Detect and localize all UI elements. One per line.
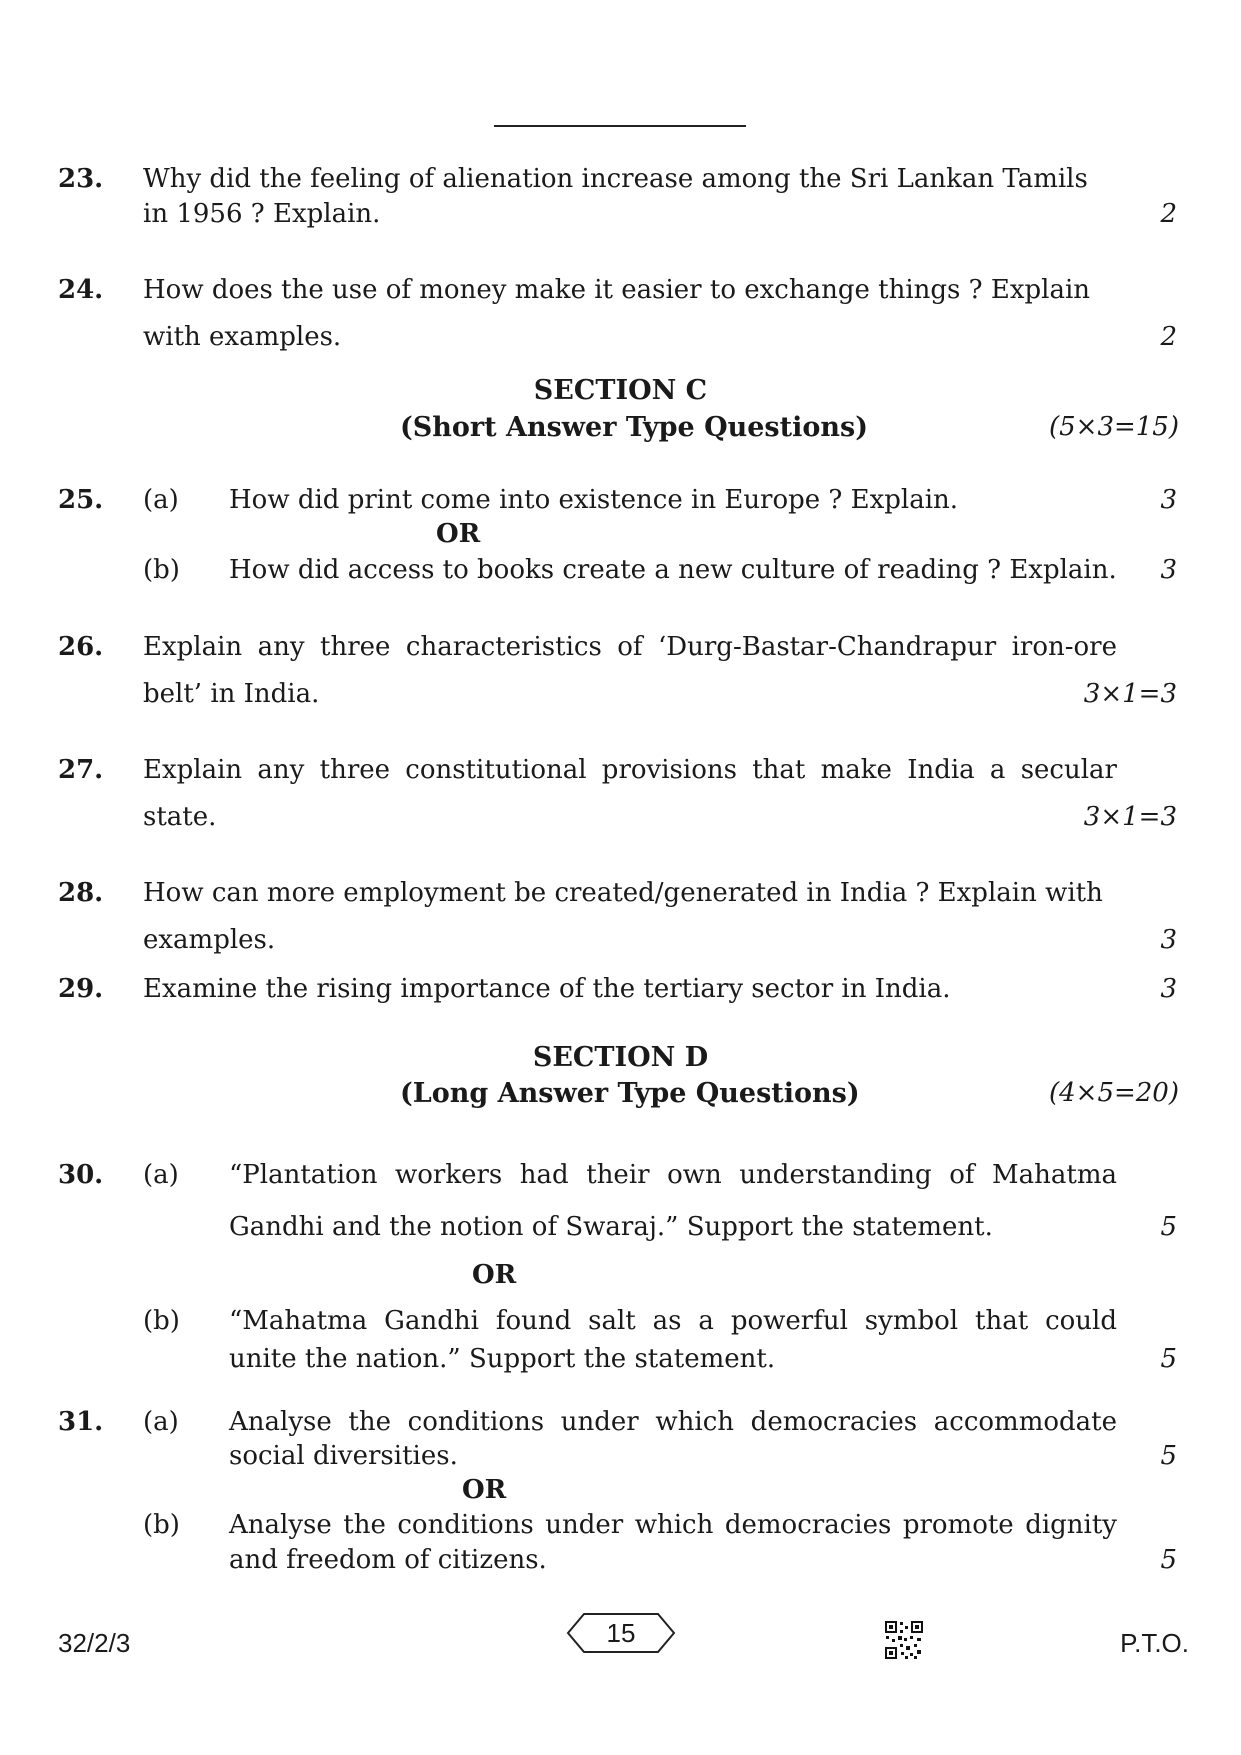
marks: 3×1=3 bbox=[1083, 802, 1177, 832]
question-text: examples. bbox=[143, 925, 276, 955]
question-number: 23. bbox=[58, 164, 104, 194]
question-number: 24. bbox=[58, 275, 104, 305]
option-label: (a) bbox=[143, 1160, 179, 1190]
option-label: (b) bbox=[143, 1510, 180, 1540]
top-rule bbox=[494, 125, 746, 127]
marks: 5 bbox=[1160, 1212, 1177, 1242]
option-label: (b) bbox=[143, 555, 180, 585]
section-c-marks: (5×3=15) bbox=[1048, 412, 1179, 442]
question-text: Analyse the conditions under which democracies promote dignity bbox=[229, 1510, 1117, 1540]
marks: 3 bbox=[1160, 974, 1177, 1004]
marks: 5 bbox=[1160, 1545, 1177, 1575]
section-c-title: SECTION C bbox=[533, 375, 708, 406]
marks: 3 bbox=[1160, 485, 1177, 515]
paper-code: 32/2/3 bbox=[58, 1628, 131, 1658]
option-label: (a) bbox=[143, 1407, 179, 1437]
question-text: How can more employment be created/generated in India ? Explain with bbox=[143, 878, 1103, 908]
section-d-subtitle: (Long Answer Type Questions) bbox=[400, 1078, 860, 1109]
question-text: Explain any three constitutional provisions that make India a secular bbox=[143, 755, 1117, 785]
question-text: Gandhi and the notion of Swaraj.” Support the statement. bbox=[229, 1212, 993, 1242]
question-text: How did access to books create a new culture of reading ? Explain. bbox=[229, 555, 1117, 585]
question-text: Explain any three characteristics of ‘Durg-Bastar-Chandrapur iron-ore bbox=[143, 632, 1117, 662]
page-number-badge bbox=[566, 1612, 676, 1654]
marks: 5 bbox=[1160, 1344, 1177, 1374]
section-c-subtitle: (Short Answer Type Questions) bbox=[400, 412, 868, 443]
question-text: Analyse the conditions under which democracies accommodate bbox=[229, 1407, 1117, 1437]
question-number: 27. bbox=[58, 755, 104, 785]
option-label: (b) bbox=[143, 1306, 180, 1336]
question-number: 31. bbox=[58, 1407, 104, 1437]
or-separator: OR bbox=[462, 1475, 507, 1505]
question-text: state. bbox=[143, 802, 217, 832]
or-separator: OR bbox=[436, 519, 481, 549]
question-text: social diversities. bbox=[229, 1441, 458, 1471]
question-number: 26. bbox=[58, 632, 104, 662]
question-text: and freedom of citizens. bbox=[229, 1545, 547, 1575]
marks: 3 bbox=[1160, 925, 1177, 955]
marks: 2 bbox=[1160, 322, 1177, 352]
question-text: unite the nation.” Support the statement. bbox=[229, 1344, 776, 1374]
question-text: with examples. bbox=[143, 322, 342, 352]
question-text: belt’ in India. bbox=[143, 679, 320, 709]
question-text: Why did the feeling of alienation increase among the Sri Lankan Tamils bbox=[143, 164, 1088, 194]
question-number: 30. bbox=[58, 1160, 104, 1190]
section-d-title: SECTION D bbox=[532, 1042, 709, 1073]
section-d-marks: (4×5=20) bbox=[1048, 1078, 1179, 1108]
question-number: 28. bbox=[58, 878, 104, 908]
question-number: 25. bbox=[58, 485, 104, 515]
question-text: How does the use of money make it easier to exchange things ? Explain bbox=[143, 275, 1091, 305]
question-number: 29. bbox=[58, 974, 104, 1004]
marks: 2 bbox=[1160, 199, 1177, 229]
or-separator: OR bbox=[472, 1260, 517, 1290]
question-text: How did print come into existence in Europe ? Explain. bbox=[229, 485, 959, 515]
qr-code-icon bbox=[884, 1620, 924, 1660]
option-label: (a) bbox=[143, 485, 179, 515]
pto-label: P.T.O. bbox=[1120, 1628, 1189, 1658]
question-text: “Plantation workers had their own understanding of Mahatma bbox=[229, 1160, 1117, 1190]
page-number: 15 bbox=[606, 1618, 636, 1648]
question-text: “Mahatma Gandhi found salt as a powerful symbol that could bbox=[229, 1306, 1117, 1336]
marks: 3 bbox=[1160, 555, 1177, 585]
question-text: in 1956 ? Explain. bbox=[143, 199, 381, 229]
question-text: Examine the rising importance of the tertiary sector in India. bbox=[143, 974, 951, 1004]
marks: 5 bbox=[1160, 1441, 1177, 1471]
marks: 3×1=3 bbox=[1083, 679, 1177, 709]
